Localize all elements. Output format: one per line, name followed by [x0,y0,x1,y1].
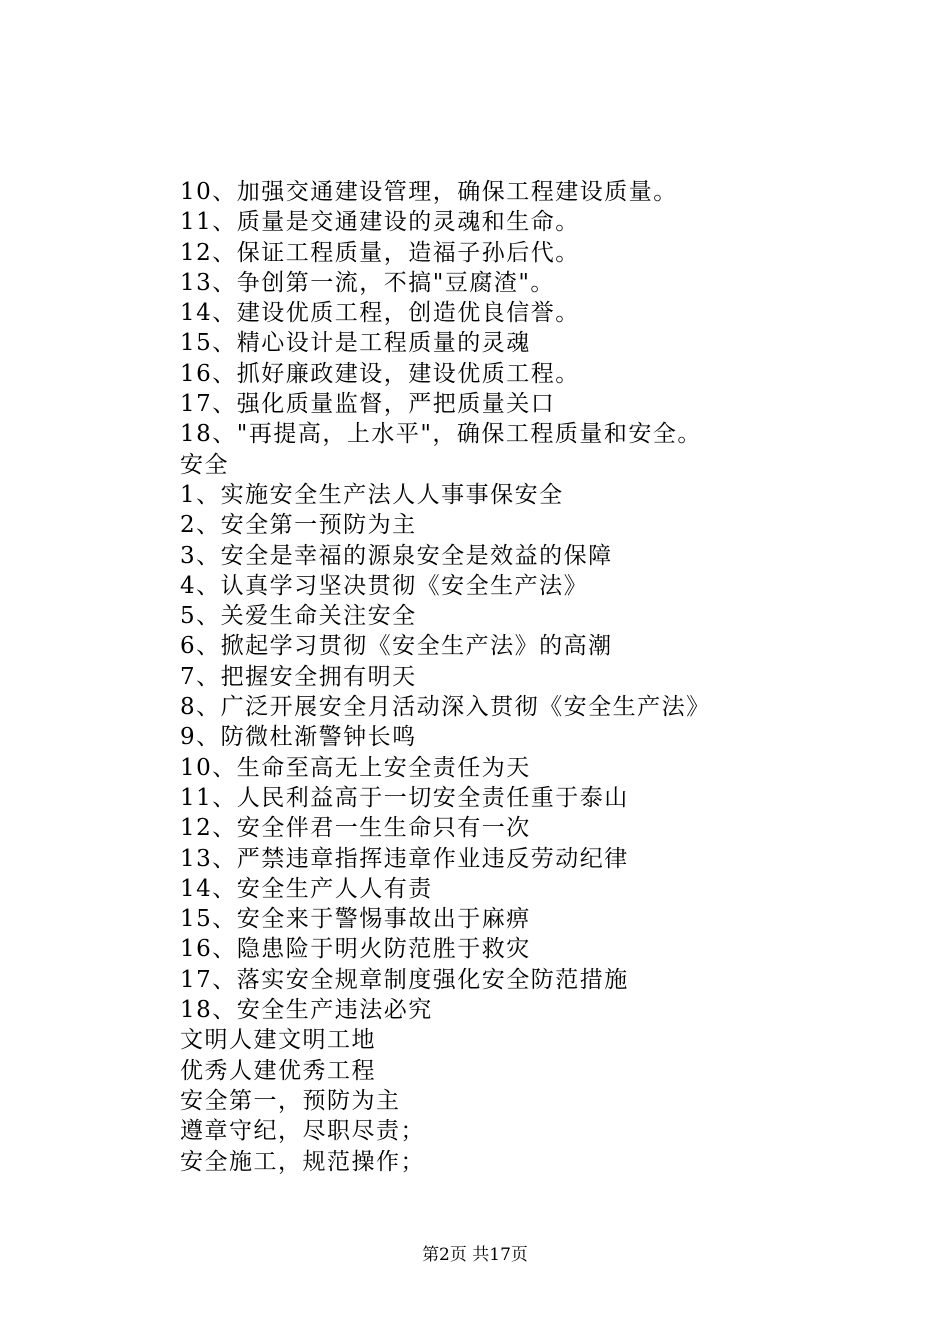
text-line: 12、安全伴君一生生命只有一次 [180,815,531,842]
text-line: 13、严禁违章指挥违章作业违反劳动纪律 [180,845,629,872]
text-line: 8、广泛开展安全月活动深入贯彻《安全生产法》 [180,694,711,721]
text-line: 遵章守纪，尽职尽责； [180,1118,425,1145]
text-line: 安全施工，规范操作； [180,1148,425,1175]
text-line: 安全第一，预防为主 [180,1087,401,1114]
text-line: 15、安全来于警惕事故出于麻痹 [180,906,531,933]
text-line: 5、关爱生命关注安全 [180,603,417,630]
text-line: 文明人建文明工地 [180,1027,376,1054]
text-line: 3、安全是幸福的源泉安全是效益的保障 [180,542,613,569]
text-line: 16、隐患险于明火防范胜于救灾 [180,936,531,963]
text-line: 17、强化质量监督，严把质量关口 [180,391,556,418]
text-line: 1、实施安全生产法人人事事保安全 [180,481,564,508]
text-line: 10、生命至高无上安全责任为天 [180,754,531,781]
text-line: 13、争创第一流，不搞"豆腐渣"。 [180,269,555,296]
section-heading-safety: 安全 [180,451,229,478]
text-line: 6、掀起学习贯彻《安全生产法》的高潮 [180,633,613,660]
text-line: 18、安全生产违法必究 [180,997,433,1024]
text-line: 10、加强交通建设管理，确保工程建设质量。 [180,179,678,205]
text-line: 14、安全生产人人有责 [180,875,433,902]
text-line: 12、保证工程质量，造福子孙后代。 [180,239,580,266]
text-line: 9、防微杜渐警钟长鸣 [180,724,417,751]
text-line: 16、抓好廉政建设，建设优质工程。 [180,360,580,387]
text-line: 4、认真学习坚决贯彻《安全生产法》 [180,572,589,599]
text-line: 11、人民利益高于一切安全责任重于泰山 [180,784,629,811]
text-line: 2、安全第一预防为主 [180,512,417,539]
document-body [180,177,900,1177]
text-line: 18、"再提高，上水平"，确保工程质量和安全。 [180,421,702,448]
text-line: 15、精心设计是工程质量的灵魂 [180,330,531,357]
text-line: 17、落实安全规章制度强化安全防范措施 [180,966,629,993]
text-line: 优秀人建优秀工程 [180,1057,376,1084]
page-number-footer: 第2页 共17页 [422,1245,528,1265]
text-line: 7、把握安全拥有明天 [180,663,417,690]
text-line: 14、建设优质工程，创造优良信誉。 [180,300,580,327]
text-line: 11、质量是交通建设的灵魂和生命。 [180,209,580,236]
